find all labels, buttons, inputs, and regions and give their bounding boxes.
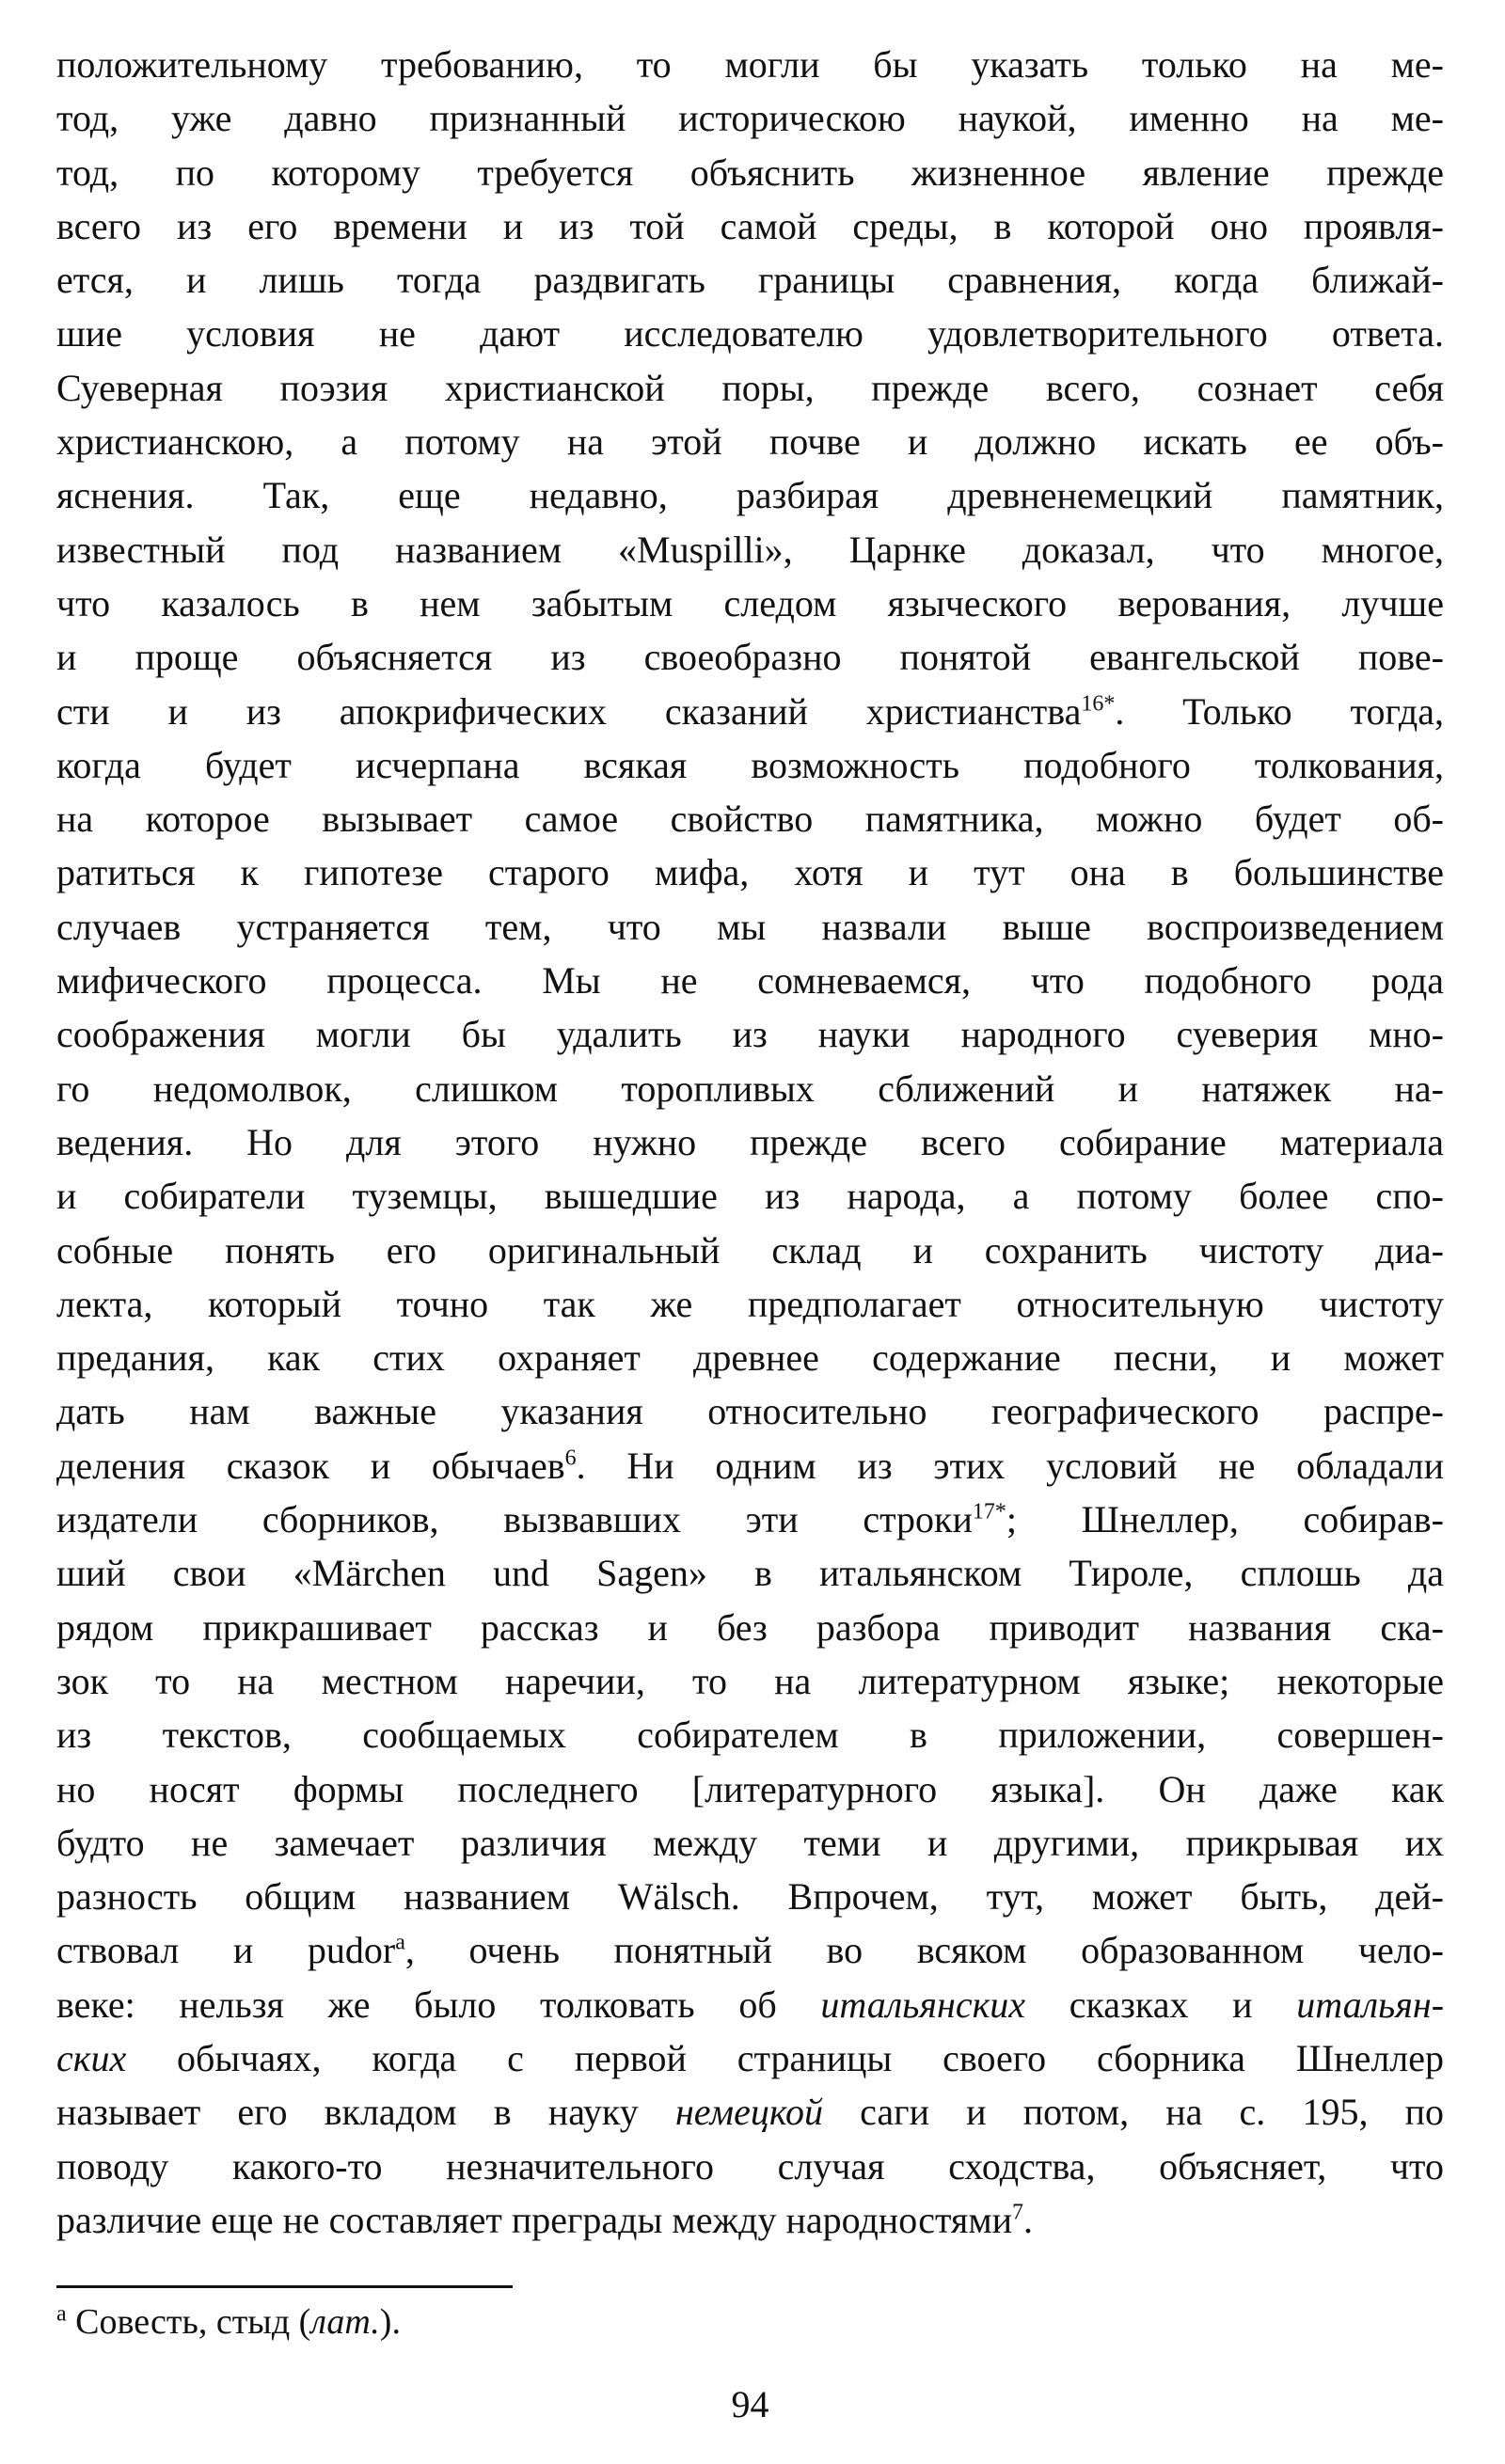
text-segment: саги и потом, на с. 195, по (823, 2091, 1444, 2134)
footnote-text: Совесть, стыд ( (66, 2302, 311, 2342)
text-line: собные понять его оригинальный склад и сохранить чистоту диа- (56, 1228, 1444, 1271)
text-line: всего из его времени и из той самой среды, в которой оно проявля- (56, 204, 1444, 247)
text-line: христианскою, а потому на этой почве и должно искать ее объ- (56, 420, 1444, 464)
text-line (56, 1923, 1444, 1977)
text-line: будто не замечает различия между теми и другими, прикрывая их (56, 1821, 1444, 1864)
text-line (56, 1439, 1444, 1493)
footnote-ref: a (395, 1931, 405, 1956)
text-line: на которое вызывает самое свойство памятника, можно будет об- (56, 798, 1444, 841)
text-line: дать нам важные указания относительно географического распре- (56, 1390, 1444, 1433)
text-line: из текстов, сообщаемых собирателем в приложении, совершен- (56, 1714, 1444, 1757)
text-segment: деления сказок и обычаев (56, 1444, 565, 1487)
text-segment: . Ни одним из этих условий не обладали (576, 1444, 1444, 1487)
text-segment: различие еще не составляет преграды между народностями (56, 2198, 1013, 2241)
text-line: известный под названием «Muspilli», Царнке доказал, что многое, (56, 528, 1444, 571)
text-line: случаев устраняется тем, что мы назвали выше воспроизведением (56, 905, 1444, 948)
text-segment: . Только тогда, (1115, 689, 1444, 733)
footnote-divider (56, 2285, 513, 2288)
text-line (56, 2193, 1444, 2247)
text-line: Суеверная поэзия христианской поры, прежде всего, сознает себя (56, 366, 1444, 409)
text-line: что казалось в нем забытым следом языческого верования, лучше (56, 581, 1444, 624)
text-line: положительному требованию, то могли бы указать только на ме- (56, 43, 1444, 86)
footnote-italic: лат. (310, 2302, 380, 2342)
text-segment: ; Шнеллер, собирав- (1006, 1498, 1444, 1541)
text-line (56, 1493, 1444, 1546)
text-line: но носят формы последнего [литературного языка]. Он даже как (56, 1767, 1444, 1810)
endnote-ref: 7 (1012, 2200, 1024, 2225)
text-line: шие условия не дают исследователю удовлетворительного ответа. (56, 312, 1444, 355)
italic-text: итальянских (820, 1982, 1026, 2026)
italic-text: немецкой (674, 2091, 824, 2134)
text-segment: веке: нельзя же было толковать об (56, 1982, 821, 2026)
text-line (56, 2031, 1444, 2085)
text-line: ется, и лишь тогда раздвигать границы сравнения, когда ближай- (56, 259, 1444, 302)
text-line: когда будет исчерпана всякая возможность подобного толкования, (56, 743, 1444, 786)
text-line: ведения. Но для этого нужно прежде всего собирание материала (56, 1120, 1444, 1163)
text-line: ратиться к гипотезе старого мифа, хотя и тут она в большинстве (56, 851, 1444, 894)
body-text (56, 38, 1444, 2247)
text-segment: издатели сборников, вызвавших эти строки (56, 1498, 973, 1541)
text-line: яснения. Так, еще недавно, разбирая древненемецкий памятник, (56, 474, 1444, 517)
page-number: 94 (731, 2383, 769, 2425)
text-line: лекта, который точно так же предполагает относительную чистоту (56, 1282, 1444, 1325)
text-line: ший свои «Märchen und Sagen» в итальянском Тироле, сплошь да (56, 1552, 1444, 1595)
text-line: тод, по которому требуется объяснить жизненное явление прежде (56, 150, 1444, 194)
text-line (56, 685, 1444, 738)
book-page (56, 38, 1444, 2426)
text-line: и собиратели туземцы, вышедшие из народа, а потому более спо- (56, 1175, 1444, 1218)
text-line: предания, как стих охраняет древнее содержание песни, и может (56, 1336, 1444, 1380)
text-segment: обычаях, когда с первой страницы своего сборника Шнеллер (126, 2036, 1444, 2079)
text-segment: . (1023, 2198, 1034, 2241)
endnote-ref: 16* (1081, 691, 1116, 717)
endnote-ref: 17* (972, 1499, 1006, 1524)
text-segment: , очень понятный во всяком образованном чело- (404, 1929, 1444, 1972)
text-line: зок то на местном наречии, то на литературном языке; некоторые (56, 1659, 1444, 1702)
italic-text: ских (56, 2036, 127, 2079)
text-line: соображения могли бы удалить из науки народного суеверия мно- (56, 1013, 1444, 1056)
text-line: го недомолвок, слишком торопливых сближений и натяжек на- (56, 1066, 1444, 1110)
footnote-tail: ). (379, 2302, 401, 2342)
text-line: и проще объясняется из своеобразно понятой евангельской пове- (56, 636, 1444, 679)
text-line (56, 1978, 1444, 2031)
text-line (56, 2085, 1444, 2139)
text-line: мифического процесса. Мы не сомневаемся, что подобного рода (56, 959, 1444, 1003)
text-line: поводу какого-то незначительного случая сходства, объясняет, что (56, 2144, 1444, 2188)
text-line: тод, уже давно признанный историческою наукой, именно на ме- (56, 97, 1444, 140)
footnote (56, 2298, 1444, 2346)
text-line: рядом прикрашивает рассказ и без разбора приводит названия ска- (56, 1605, 1444, 1649)
italic-text: итальян- (1296, 1982, 1444, 2026)
text-segment: сти и из апокрифических сказаний христианства (56, 689, 1082, 733)
text-segment: ствовал и pudor (56, 1929, 396, 1972)
footnote-marker: a (56, 2301, 67, 2327)
text-segment: сказках и (1025, 1982, 1297, 2026)
text-segment: называет его вкладом в науку (56, 2091, 675, 2134)
endnote-ref: 6 (564, 1445, 577, 1471)
text-line: разность общим названием Wälsch. Впрочем, тут, может быть, дей- (56, 1875, 1444, 1919)
